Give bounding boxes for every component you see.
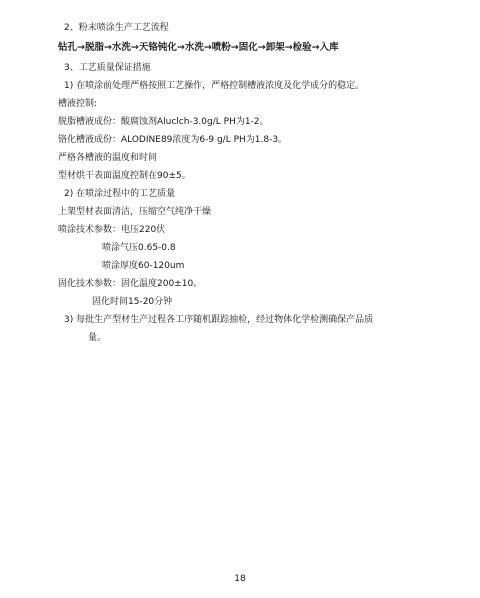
curing-time: 固化时间15-20分钟	[92, 297, 173, 307]
spray-pressure: 喷涂气压0.65-0.8	[102, 243, 176, 253]
page-number: 18	[234, 574, 246, 584]
chromating-tank-composition: 铬化槽液成份：ALODINE89浓度为6-9 g/L PH为1.8-3。	[58, 135, 288, 145]
tank-control-heading: 槽液控制:	[58, 99, 98, 109]
quality-item-1: 1) 在喷涂前处理严格按照工艺操作，严格控制槽液浓度及化学成分的稳定。	[64, 81, 365, 91]
degreasing-tank-composition: 脱脂槽液成份：酸腐蚀剂Aluclch-3.0g/L PH为1-2。	[58, 117, 269, 127]
process-flow: 钻孔→脱脂→水洗→天铬钝化→水洗→喷粉→固化→卸架→检验→入库	[58, 42, 339, 53]
quality-item-3: 3) 每批生产型材生产过程各工序随机跟踪抽检，经过物体化学检测确保产品质	[64, 315, 374, 325]
spray-voltage: 喷涂技术参数：电压220伏	[58, 225, 166, 235]
surface-cleaning: 上架型材表面清洁，压缩空气纯净干燥	[58, 207, 212, 217]
quality-item-2: 2) 在喷涂过程中的工艺质量	[64, 189, 176, 199]
section-heading-quality-measures: 3、工艺质量保证措施	[64, 63, 151, 73]
tank-temperature-time: 严格各槽液的温度和时间	[58, 153, 158, 163]
curing-temperature: 固化技术参数：固化温度200±10。	[58, 279, 203, 289]
drying-temperature: 型材烘干表面温度控制在90±5。	[58, 171, 191, 181]
quality-item-3-continuation: 量。	[88, 333, 107, 343]
spray-thickness: 喷涂厚度60-120um	[102, 261, 185, 271]
section-heading-powder-process: 2、粉末喷涂生产工艺流程	[64, 23, 169, 33]
